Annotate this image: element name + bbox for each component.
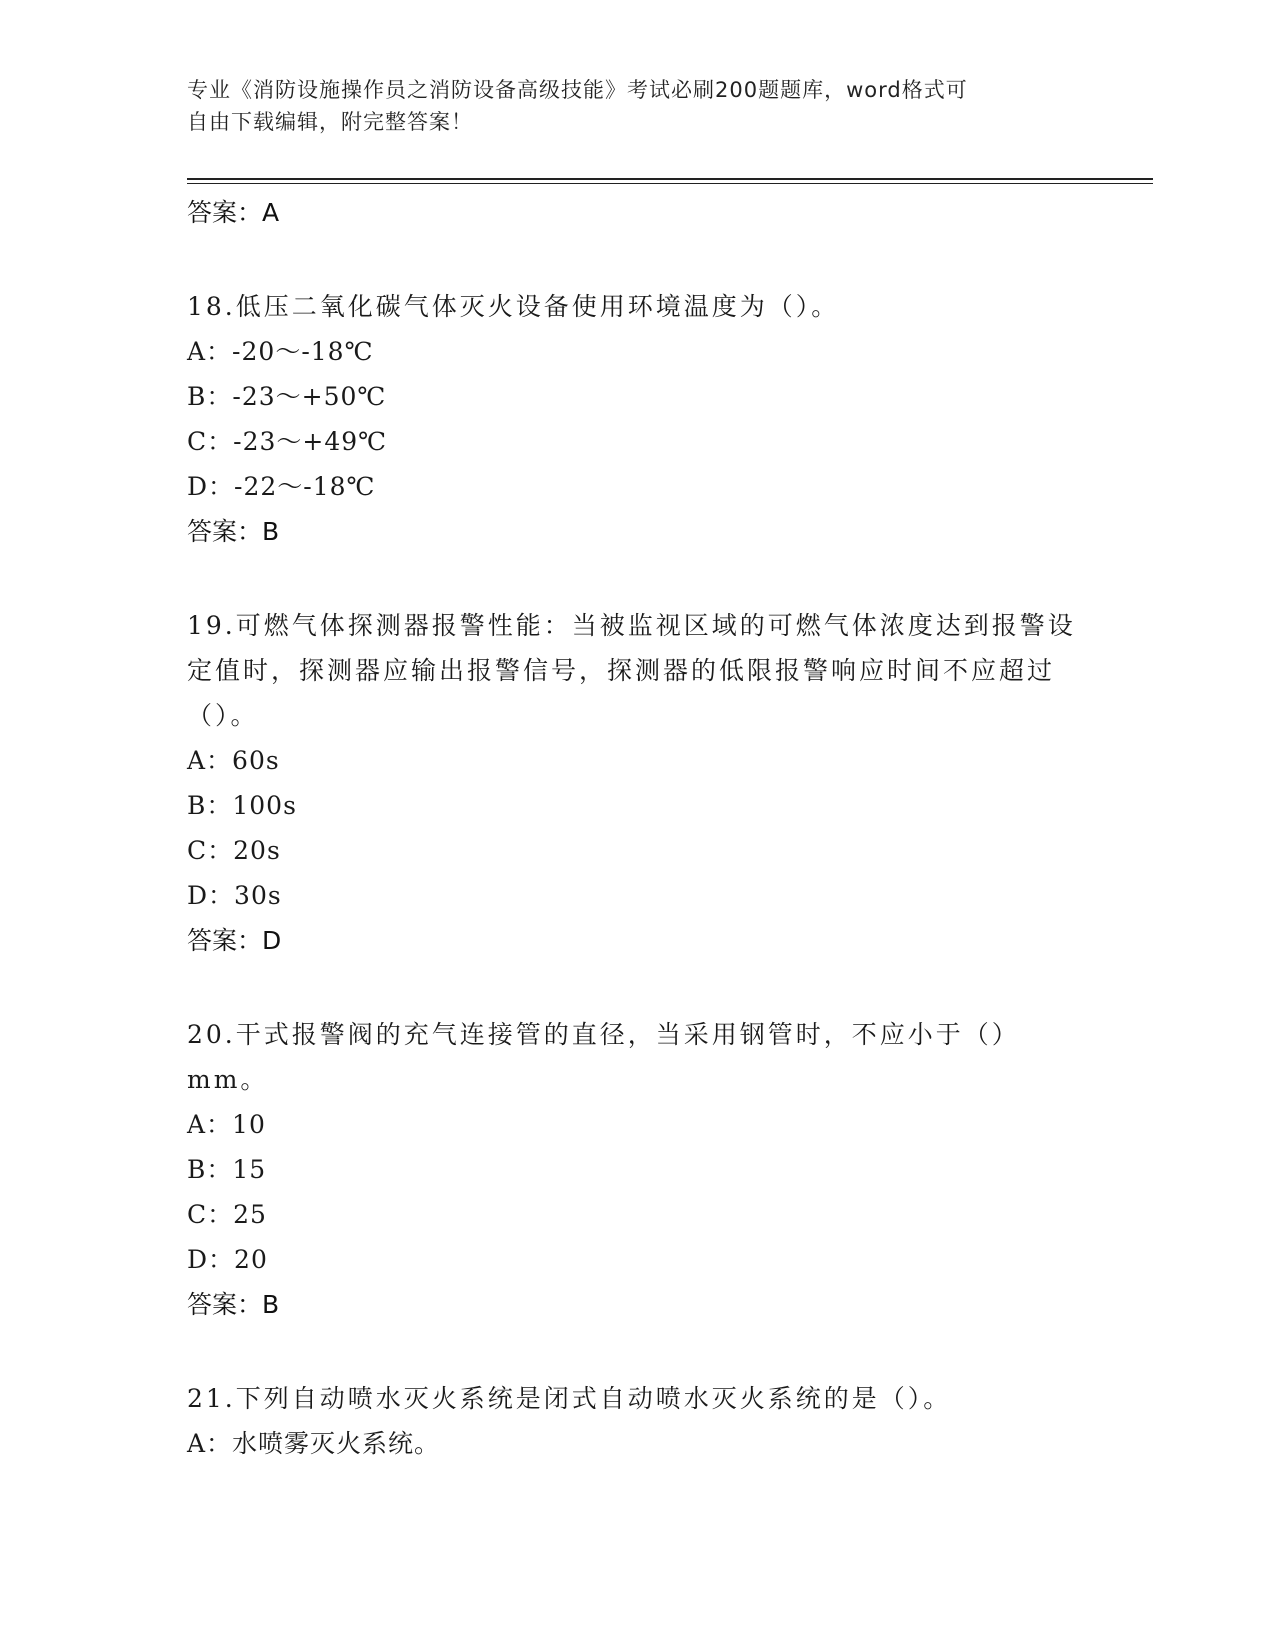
option-a: A：水喷雾灭火系统。 [187,1429,441,1458]
option-d: D：30s [187,881,282,910]
question-block [187,1012,1087,1328]
option-c: C：-23～+49℃ [187,427,388,456]
question-text: 21.下列自动喷水灭火系统是闭式自动喷水灭火系统的是（）。 [187,1384,952,1413]
answer-line: 答案：D [187,926,282,955]
option-a: A：10 [187,1110,266,1139]
option-b: B：15 [187,1155,267,1184]
document-header [187,74,1087,138]
question-block [187,1376,1087,1466]
option-b: B：-23～+50℃ [187,382,387,411]
question-text: 19.可燃气体探测器报警性能：当被监视区域的可燃气体浓度达到报警设定值时，探测器应输出报警信号，探测器的低限报警响应时间不应超过（）。 [187,611,1076,730]
question-block [187,284,1087,555]
question-text: 20.干式报警阀的充气连接管的直径，当采用钢管时，不应小于（）mm。 [187,1020,1020,1094]
option-a: A：-20～-18℃ [187,337,374,366]
question-block [187,603,1087,964]
header-line-1: 专业《消防设施操作员之消防设备高级技能》考试必刷200题题库，word格式可 [187,78,968,102]
option-d: D：-22～-18℃ [187,472,376,501]
option-c: C：20s [187,836,281,865]
option-d: D：20 [187,1245,268,1274]
header-divider-thin [187,183,1153,184]
option-b: B：100s [187,791,297,820]
answer-line: 答案：B [187,1290,280,1319]
question-list [187,190,1087,1466]
answer-line: 答案：A [187,198,280,227]
question-text: 18.低压二氧化碳气体灭火设备使用环境温度为（）。 [187,292,840,321]
answer-line: 答案：B [187,517,280,546]
header-divider-thick [187,178,1153,180]
option-a: A：60s [187,746,280,775]
header-line-2: 自由下载编辑，附完整答案！ [187,110,473,134]
option-c: C：25 [187,1200,267,1229]
